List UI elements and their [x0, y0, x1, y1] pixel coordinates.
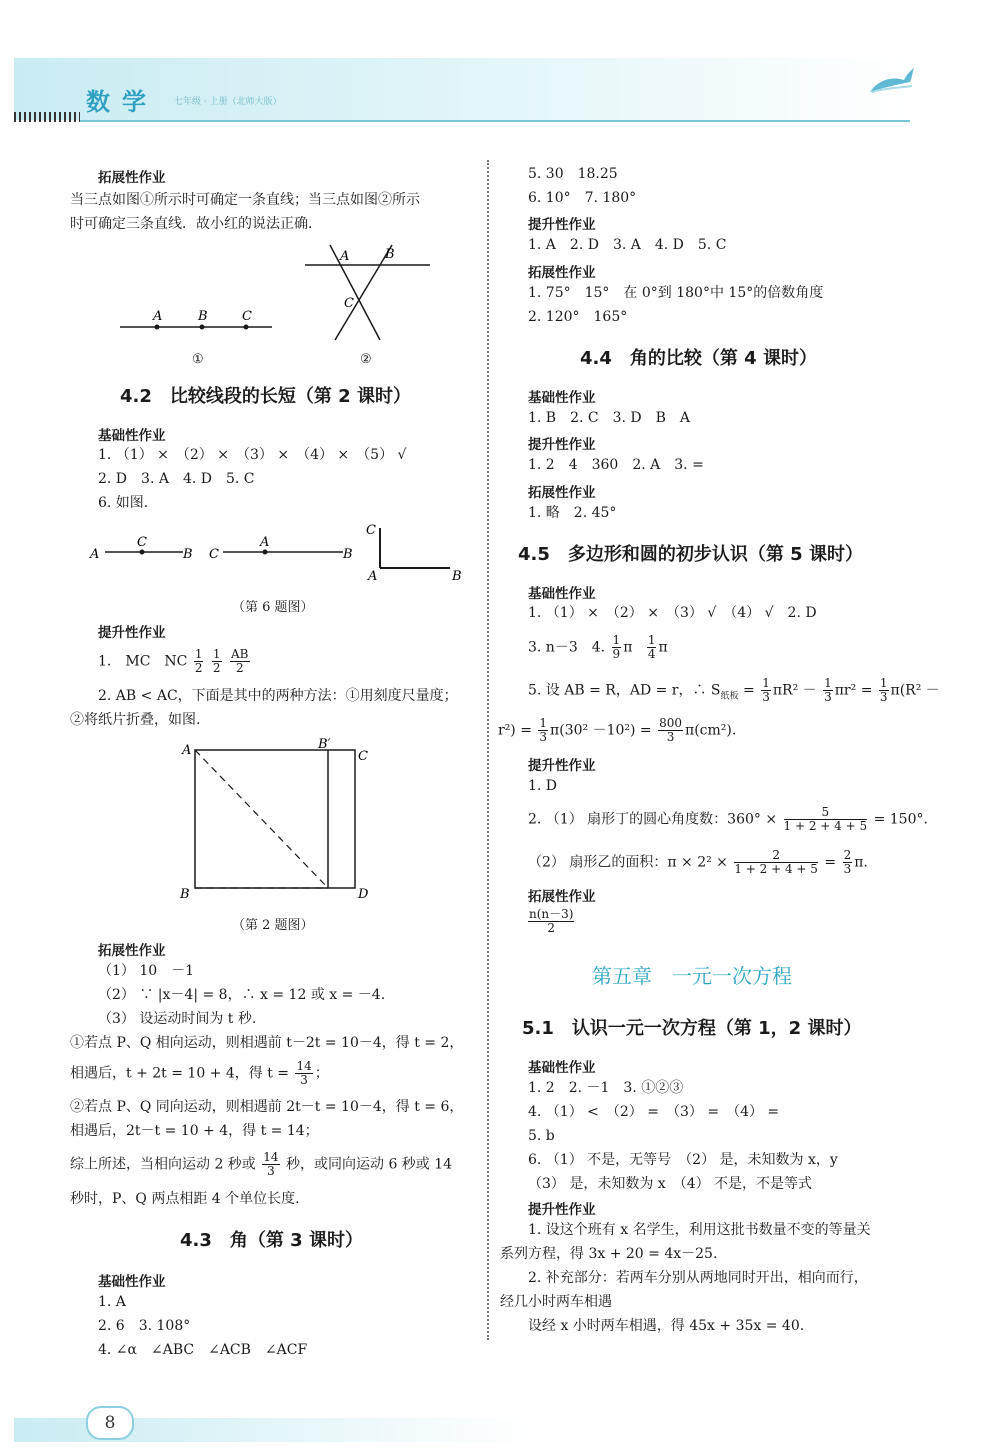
- fraction: $\frac{1}{2}$: [194, 647, 203, 675]
- answer-line: 6. （1） 不是，无等号 （2） 是，未知数为 x，y: [528, 1152, 838, 1168]
- dolphin-logo-icon: [868, 62, 916, 98]
- label-B: B: [452, 569, 462, 584]
- heading-jichu: 基础性作业: [98, 1274, 166, 1290]
- answer-line: （3） 是，未知数为 x （4） 不是，不是等式: [528, 1176, 813, 1192]
- section-title-4-3: 4.3 角（第 3 课时）: [180, 1230, 363, 1251]
- label-A: A: [260, 535, 270, 550]
- fraction: $\frac{2}{3}$: [843, 848, 852, 876]
- answer-line: （1） 10 －1: [98, 963, 195, 979]
- figure-caption-2: ②: [360, 352, 372, 367]
- heading-tuozhan: 拓展性作业: [528, 889, 596, 905]
- answer-line: 1. 设这个班有 x 名学生，利用这批书数量不变的等量关: [528, 1222, 871, 1238]
- label-C: C: [358, 749, 368, 764]
- answer-line: 秒时，P、Q 两点相距 4 个单位长度.: [70, 1191, 300, 1207]
- pi-symbol: π: [658, 639, 668, 656]
- heading-tuozhan: 拓展性作业: [98, 170, 166, 186]
- figure-points-lines: [100, 240, 450, 370]
- heading-tisheng: 提升性作业: [528, 758, 596, 774]
- answer-line: [528, 677, 940, 708]
- page-header: [14, 58, 914, 120]
- text-fragment: 2. （1） 扇形丁的圆心角度数：360° ×: [528, 811, 778, 828]
- label-B: B: [343, 547, 353, 562]
- figure-2-fold: [170, 738, 380, 908]
- fraction: $\frac{14}{3}$: [296, 1059, 312, 1087]
- text-fragment: 秒，或同向运动 6 秒或 14: [286, 1156, 453, 1173]
- subject-title: 数学: [86, 88, 158, 116]
- heading-tisheng: 提升性作业: [98, 625, 166, 641]
- text-fragment: 1. MC NC: [98, 653, 188, 670]
- answer-line: 1. D: [528, 778, 558, 794]
- text-fragment: πr² =: [834, 682, 873, 699]
- answer-line: ②若点 P、Q 同向运动，则相遇前 2t－t = 10－4，得 t = 6，: [70, 1099, 464, 1115]
- answer-line: 经几小时两车相遇: [500, 1294, 612, 1310]
- text-line: 时可确定三条直线．故小红的说法正确．: [70, 216, 322, 232]
- answer-line: 5. b: [528, 1128, 555, 1144]
- fraction: $\frac{1}{3}$: [879, 676, 888, 704]
- edition-label: 七年级 · 上册（北师大版）: [174, 97, 282, 107]
- answer-line: 5. 30 18.25: [528, 166, 618, 182]
- answer-line: 系列方程，得 3x + 20 = 4x－25.: [500, 1246, 718, 1262]
- heading-tisheng: 提升性作业: [528, 217, 596, 233]
- label-C: C: [137, 535, 147, 550]
- heading-jichu: 基础性作业: [98, 428, 166, 444]
- label-C: C: [209, 547, 219, 562]
- fraction: $\frac{1}{3}$: [824, 676, 832, 704]
- label-A: A: [90, 547, 100, 562]
- text-fragment: 相遇后，t + 2t = 10 + 4，得 t =: [70, 1065, 290, 1082]
- label-A: A: [153, 309, 163, 324]
- fraction: $\frac{1}{3}$: [539, 716, 548, 744]
- label-B: B: [183, 547, 193, 562]
- answer-line: 4. ∠α ∠ABC ∠ACB ∠ACF: [98, 1342, 308, 1358]
- fraction: $\frac{5}{1 + 2 + 4 + 5}$: [783, 805, 868, 833]
- section-title-5-1: 5.1 认识一元一次方程（第 1，2 课时）: [522, 1018, 862, 1039]
- column-divider: [487, 160, 489, 1340]
- label-C: C: [344, 296, 354, 311]
- text-fragment: π(R² －: [890, 682, 940, 699]
- answer-line: [70, 1060, 329, 1087]
- text-fragment: （2） 扇形乙的面积：π × 2² ×: [528, 854, 728, 871]
- text-line: 当三点如图①所示时可确定一条直线；当三点如图②所示: [70, 192, 420, 208]
- label-D: D: [358, 887, 369, 902]
- answer-line: 1. 略 2. 45°: [528, 505, 617, 521]
- page-number: 8: [86, 1406, 134, 1440]
- heading-jichu: 基础性作业: [528, 390, 596, 406]
- fraction: $\frac{1}{9}$: [612, 633, 621, 661]
- answer-line: ①若点 P、Q 相向运动，则相遇前 t－2t = 10－4，得 t = 2，: [70, 1035, 464, 1051]
- fraction: $\frac{1}{4}$: [647, 633, 656, 661]
- fraction: $\frac{n(n-3)}{2}$: [529, 907, 574, 935]
- answer-line: [528, 806, 928, 833]
- header-rule: [80, 120, 910, 122]
- section-title-4-5: 4.5 多边形和圆的初步认识（第 5 课时）: [518, 544, 863, 565]
- fraction: $\frac{14}{3}$: [263, 1150, 279, 1178]
- text-fragment: π(cm²).: [685, 722, 737, 739]
- heading-tuozhan: 拓展性作业: [528, 485, 596, 501]
- pi-symbol: π: [623, 639, 633, 656]
- heading-jichu: 基础性作业: [528, 1060, 596, 1076]
- section-title-4-4: 4.4 角的比较（第 4 课时）: [580, 348, 817, 369]
- answer-line: 1. 2 4 360 2. A 3. =: [528, 457, 704, 473]
- fraction: $\frac{800}{3}$: [659, 716, 683, 744]
- label-B: B: [180, 887, 190, 902]
- heading-tuozhan: 拓展性作业: [528, 265, 596, 281]
- text-fragment: π.: [854, 854, 868, 871]
- answer-line: 1. （1） × （2） × （3） √ （4） √ 2. D: [528, 605, 817, 621]
- header-barcode-decoration: [14, 112, 80, 122]
- heading-tisheng: 提升性作业: [528, 437, 596, 453]
- answer-line: 2. D 3. A 4. D 5. C: [98, 471, 255, 487]
- answer-line: 设经 x 小时两车相遇，得 45x + 35x = 40.: [528, 1318, 805, 1334]
- text-fragment: r²) =: [498, 722, 532, 739]
- label-B: B: [198, 309, 208, 324]
- answer-line: [98, 648, 252, 675]
- heading-tisheng: 提升性作业: [528, 1202, 596, 1218]
- heading-tuozhan: 拓展性作业: [98, 943, 166, 959]
- fraction: $\frac{AB}{2}$: [231, 647, 249, 675]
- answer-line: 1. （1） × （2） × （3） × （4） × （5） √: [98, 447, 407, 463]
- answer-line: [528, 634, 668, 661]
- text-fragment: =: [824, 854, 837, 871]
- text-fragment: 综上所述，当相向运动 2 秒或: [70, 1156, 256, 1173]
- figure-6: [85, 520, 475, 590]
- figure-caption-1: ①: [192, 352, 204, 367]
- answer-line: [70, 1151, 452, 1178]
- answer-line: 2. 120° 165°: [528, 309, 628, 325]
- answer-line: [526, 908, 576, 935]
- heading-jichu: 基础性作业: [528, 586, 596, 602]
- label-C: C: [242, 309, 252, 324]
- label-B: B: [385, 247, 395, 262]
- text-fragment: πR² －: [772, 682, 817, 699]
- answer-line: 4. （1） < （2） = （3） = （4） =: [528, 1104, 780, 1120]
- answer-line: 6. 如图.: [98, 495, 149, 511]
- label-A: A: [340, 249, 350, 264]
- answer-line: 相遇后，2t－t = 10 + 4，得 t = 14；: [70, 1123, 319, 1139]
- text-fragment: 3. n－3 4.: [528, 639, 606, 656]
- answer-line: [498, 717, 736, 744]
- answer-line: 6. 10° 7. 180°: [528, 190, 637, 206]
- fraction: $\frac{2}{1 + 2 + 4 + 5}$: [734, 848, 818, 876]
- answer-line: 1. A 2. D 3. A 4. D 5. C: [528, 237, 727, 253]
- answer-line: 2. 补充部分：若两车分别从两地同时开出，相向而行，: [528, 1270, 868, 1286]
- section-title-4-2: 4.2 比较线段的长短（第 2 课时）: [120, 386, 411, 407]
- label-A: A: [182, 743, 192, 758]
- answer-line: 2. AB < AC，下面是其中的两种方法：①用刻度尺量度；: [98, 688, 458, 704]
- answer-line: 1. 75° 15° 在 0°到 180°中 15°的倍数角度: [528, 285, 824, 301]
- text-fragment: =: [743, 682, 755, 699]
- label-B-prime: B′: [318, 738, 331, 752]
- answer-line: ②将纸片折叠，如图.: [70, 712, 201, 728]
- text-fragment: = 150°.: [873, 811, 928, 828]
- subscript: 纸板: [720, 691, 739, 702]
- fraction: $\frac{1}{3}$: [762, 676, 770, 704]
- answer-line: 1. A: [98, 1294, 126, 1310]
- answer-line: （2） ∵ |x－4| = 8，∴ x = 12 或 x = －4.: [98, 987, 386, 1003]
- figure-caption-6: （第 6 题图）: [232, 600, 314, 615]
- chapter-title-5: 第五章 一元一次方程: [592, 964, 792, 988]
- text-fragment: π(30² －10²) =: [550, 722, 652, 739]
- label-C: C: [366, 523, 376, 538]
- figure-caption-2q: （第 2 题图）: [232, 918, 314, 933]
- text-fragment: 5. 设 AB = R，AD = r，∴ S: [528, 682, 721, 699]
- answer-line: （3） 设运动时间为 t 秒.: [98, 1011, 257, 1027]
- answer-line: 2. 6 3. 108°: [98, 1318, 191, 1334]
- answer-line: 1. B 2. C 3. D B A: [528, 410, 691, 426]
- label-A: A: [368, 569, 378, 584]
- fraction: $\frac{1}{2}$: [212, 647, 221, 675]
- answer-line: [528, 849, 868, 876]
- answer-line: 1. 2 2. －1 3. ①②③: [528, 1080, 684, 1096]
- text-fragment: ；: [314, 1065, 329, 1082]
